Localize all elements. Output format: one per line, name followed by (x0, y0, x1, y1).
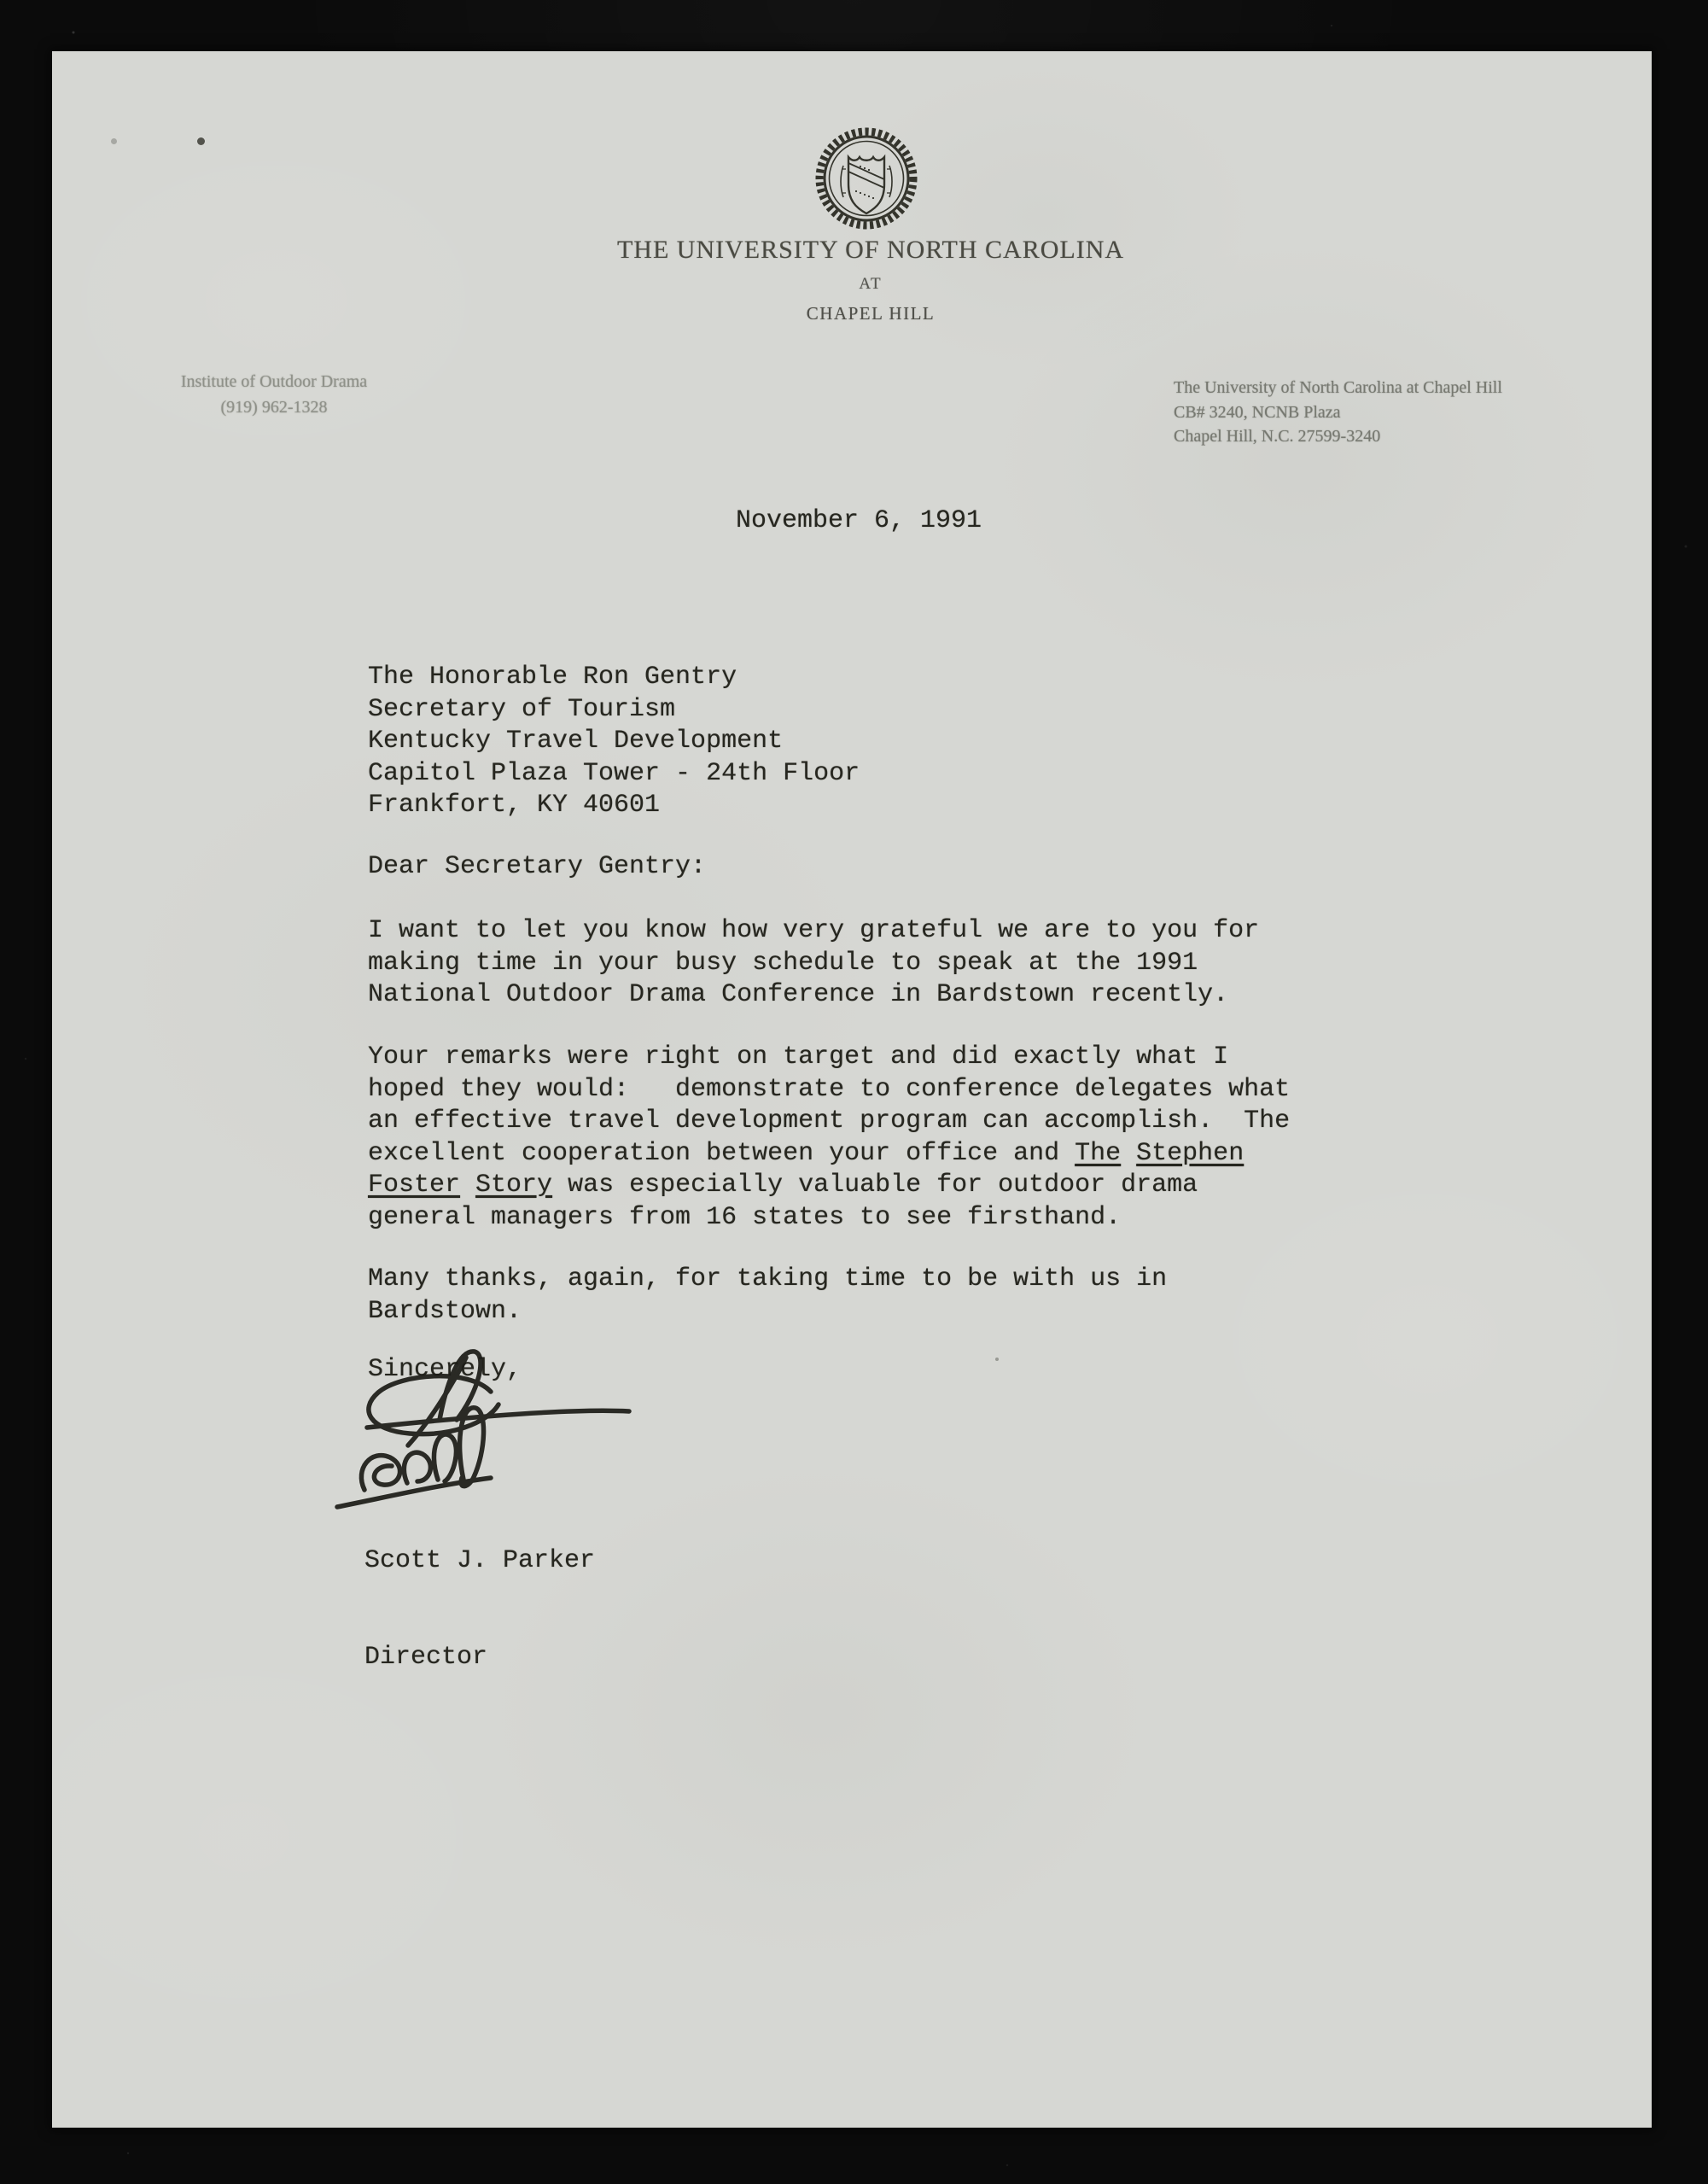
text-line: Foster Story was especially valuable for outdoor drama (368, 1171, 1198, 1200)
letter-paper (52, 51, 1652, 2128)
text-line: Bardstown. (368, 1296, 522, 1326)
body-paragraph-2 (368, 1042, 1290, 1234)
department-name: Institute of Outdoor Drama (180, 372, 368, 391)
text-line: The Honorable Ron Gentry (368, 663, 737, 692)
letterhead-department (163, 369, 385, 420)
letterhead-address-line3: Chapel Hill, N.C. 27599-3240 (1174, 427, 1381, 446)
text-line: Secretary of Tourism (368, 694, 676, 724)
text-line: Kentucky Travel Development (368, 727, 784, 756)
letterhead-address-line2: CB# 3240, NCNB Plaza (1174, 402, 1341, 422)
unc-seal-icon (811, 123, 922, 234)
text-line: Your remarks were right on target and did exactly what I (368, 1042, 1229, 1072)
recipient-address (368, 662, 860, 822)
text-line: an effective travel development program can accomplish. The (368, 1107, 1291, 1136)
text-line: making time in your busy schedule to speak at the 1991 (368, 948, 1198, 978)
sender-name: Scott J. Parker (364, 1546, 596, 1575)
text-line: Many thanks, again, for taking time to be with us in (368, 1264, 1168, 1293)
paper-speck (197, 137, 205, 145)
text-line: National Outdoor Drama Conference in Bardstown recently. (368, 980, 1229, 1009)
body-paragraph-1 (368, 915, 1259, 1012)
salutation: Dear Secretary Gentry: (368, 852, 707, 881)
text-line: Capitol Plaza Tower - 24th Floor (368, 758, 860, 788)
text-line: excellent cooperation between your office and The Stephen (368, 1138, 1245, 1168)
closing: Sincerely, (368, 1355, 522, 1384)
paper-speck (995, 1358, 999, 1361)
text-line: hoped they would: demonstrate to conference delegates what (368, 1074, 1291, 1104)
date-line: November 6, 1991 (736, 506, 982, 535)
sender-title: Director (364, 1642, 488, 1672)
body-paragraph-3 (368, 1264, 1167, 1328)
text-line: general managers from 16 states to see firsthand. (368, 1202, 1122, 1232)
text-line: I want to let you know how very grateful we are to you for (368, 916, 1260, 945)
department-phone: (919) 962-1328 (220, 398, 328, 417)
sender-block (364, 1481, 595, 1737)
university-name: THE UNIVERSITY OF NORTH CAROLINA (616, 236, 1125, 264)
letterhead-address-line1: The University of North Carolina at Chapel Hill (1174, 378, 1502, 397)
paper-speck (111, 138, 117, 144)
text-line: Frankfort, KY 40601 (368, 791, 661, 820)
university-at: AT (859, 275, 883, 293)
university-city: CHAPEL HILL (806, 303, 936, 324)
letterhead-address (1174, 376, 1652, 449)
